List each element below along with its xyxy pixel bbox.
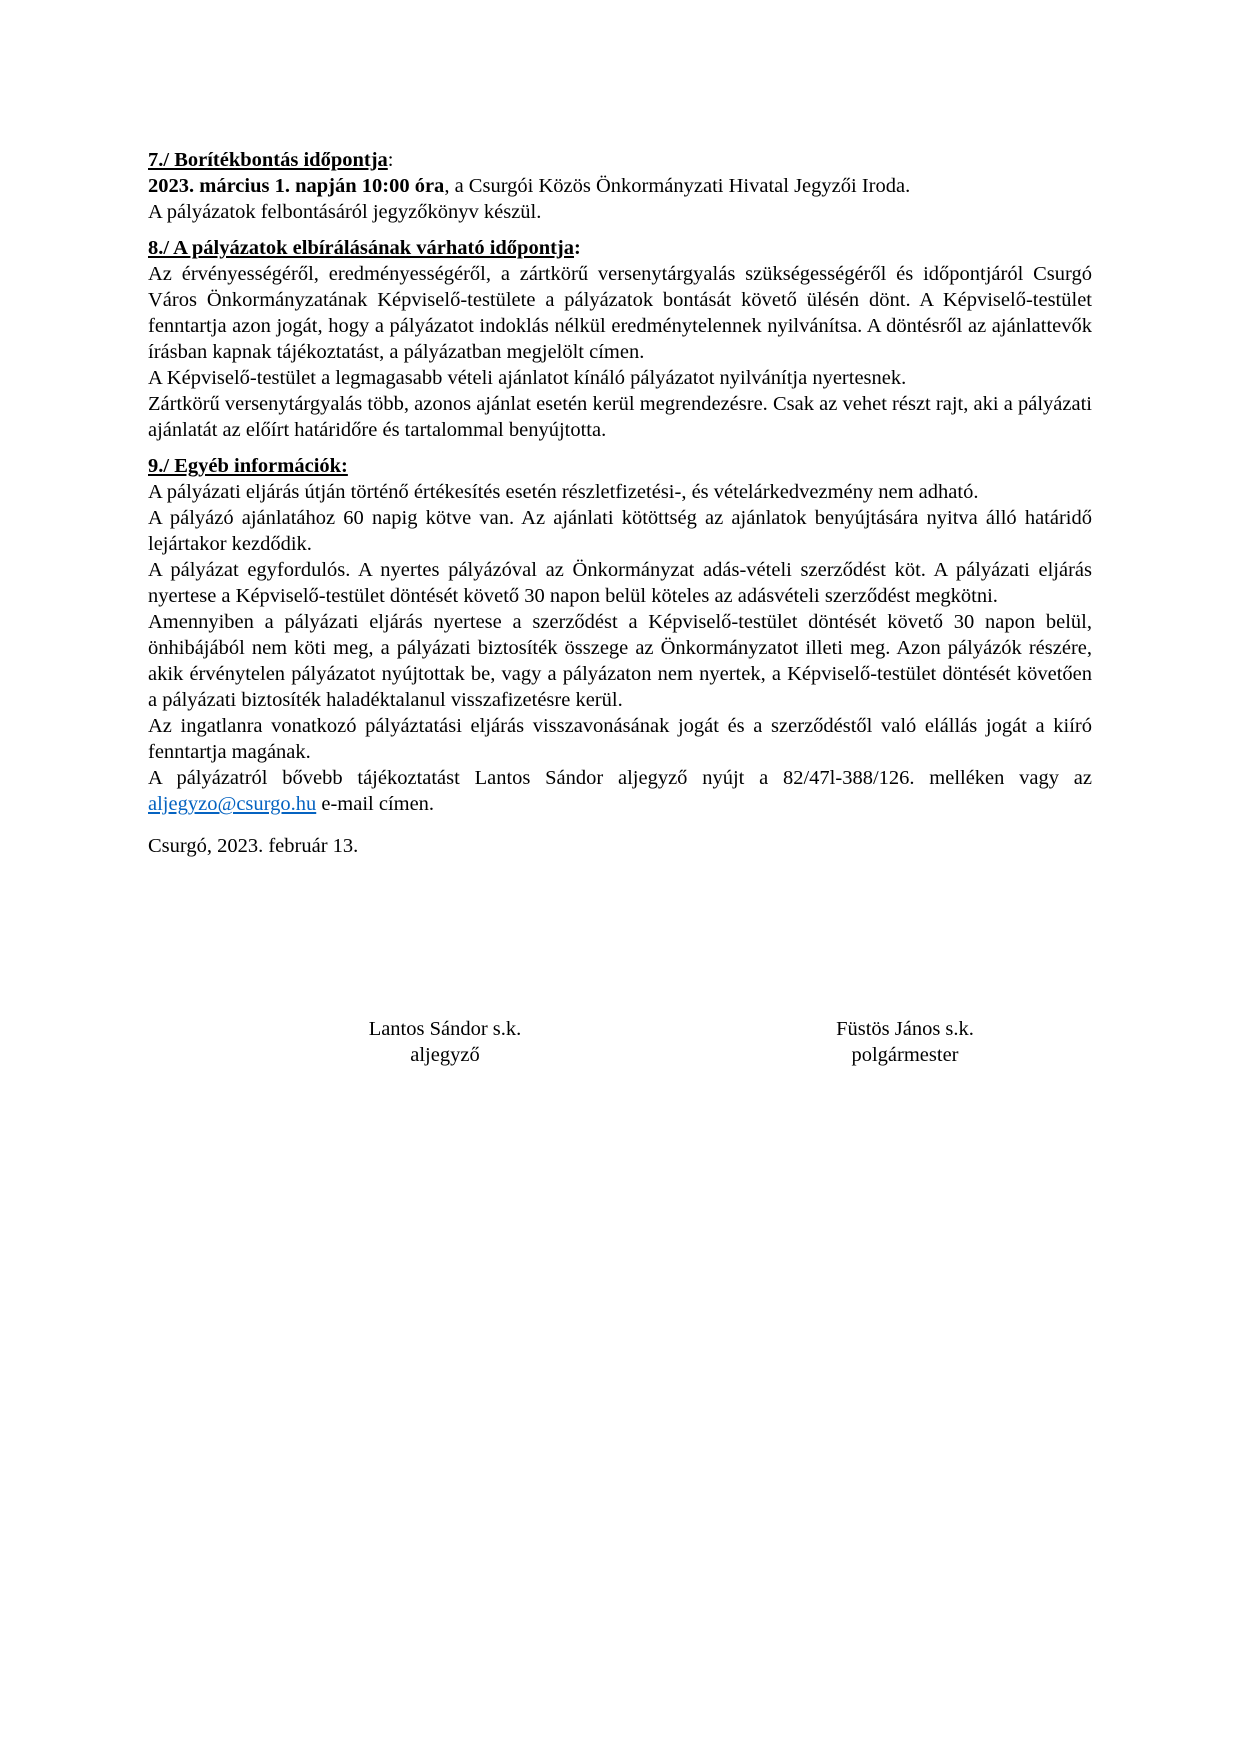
section-8-paragraph-1: Az érvényességéről, eredményességéről, a zártkörű versenytárgyalás szükségességéről és időpontjáról Csurgó Város Önkormányzatának Képviselő-testülete a pályázatok bontását követő ülésén dönt. A Képviselő-testület fenntartja azon jogát, hogy a pályázatot indoklás nélkül eredménytelennek nyilvánítsa. A döntésről az ajánlattevők írásban kapnak tájékoztatást, a pályázatban megjelölt címen. bbox=[148, 263, 1092, 363]
signature-left-name: Lantos Sándor s.k. bbox=[368, 1018, 522, 1040]
section-8-heading-line bbox=[148, 235, 1092, 261]
signature-left-title: aljegyző bbox=[410, 1044, 480, 1066]
signature-right-title: polgármester bbox=[851, 1044, 959, 1066]
opening-location: , a Csurgói Közös Önkormányzati Hivatal Jegyzői Iroda. bbox=[444, 175, 911, 197]
document-body bbox=[148, 147, 1092, 859]
email-link[interactable]: aljegyzo@csurgo.hu bbox=[148, 793, 317, 815]
contact-text-end: e-mail címen. bbox=[316, 793, 435, 815]
section-9-paragraph-2: A pályázó ajánlatához 60 napig kötve van. Az ajánlati kötöttség az ajánlatok benyújtására nyitva álló határidő lejártakor kezdődik. bbox=[148, 507, 1092, 555]
section-9 bbox=[148, 453, 1092, 817]
section-7-heading-colon: : bbox=[387, 149, 394, 171]
section-9-paragraph-3: A pályázat egyfordulós. A nyertes pályázóval az Önkormányzat adás-vételi szerződést köt. A pályázati eljárás nyertese a Képviselő-testület döntését követő 30 napon belül köteles az adásvételi szerződést megkötni. bbox=[148, 559, 1092, 607]
section-9-heading-line bbox=[148, 453, 1092, 479]
section-9-paragraph-4: Amennyiben a pályázati eljárás nyertese a szerződést a Képviselő-testület döntését követő 30 napon belül, önhibájából nem köti meg, a pályázati biztosíték összege az Önkormányzatot illeti meg. Azon pályázók részére, akik érvénytelen pályázatot nyújtottak be, vagy a pályázaton nem nyertek, a Képviselő-testület döntését követően a pályázati biztosíték haladéktalanul visszafizetésre kerül. bbox=[148, 611, 1092, 711]
section-7-line-1 bbox=[148, 173, 1092, 199]
section-9-heading: 9./ Egyéb információk: bbox=[148, 455, 348, 477]
section-9-paragraph-1: A pályázati eljárás útján történő értékesítés esetén részletfizetési-, és vételárkedvezmény nem adható. bbox=[148, 481, 979, 503]
section-7-heading-line bbox=[148, 147, 1092, 173]
section-8-paragraph-3: Zártkörű versenytárgyalás több, azonos ajánlat esetén kerül megrendezésre. Csak az vehet részt rajt, aki a pályázati ajánlatát az előírt határidőre és tartalommal benyújtotta. bbox=[148, 393, 1092, 441]
section-7-heading: 7./ Borítékbontás időpontja bbox=[148, 149, 388, 171]
section-8-heading: 8./ A pályázatok elbírálásának várható időpontja bbox=[148, 237, 575, 259]
contact-text: A pályázatról bővebb tájékoztatást Lantos Sándor aljegyző nyújt a 82/47l-388/126. melléken vagy az bbox=[148, 767, 1092, 789]
section-8-paragraph-2: A Képviselő-testület a legmagasabb vételi ajánlatot kínáló pályázatot nyilvánítja nyertesnek. bbox=[148, 367, 907, 389]
section-7-line-2: A pályázatok felbontásáról jegyzőkönyv készül. bbox=[148, 201, 542, 223]
signature-left bbox=[295, 1016, 595, 1068]
section-8-heading-colon: : bbox=[574, 237, 581, 259]
date-line: Csurgó, 2023. február 13. bbox=[148, 835, 359, 857]
section-9-paragraph-6 bbox=[148, 765, 1092, 817]
signature-right bbox=[755, 1016, 1055, 1068]
signature-right-name: Füstös János s.k. bbox=[836, 1018, 974, 1040]
section-8 bbox=[148, 235, 1092, 443]
section-7 bbox=[148, 147, 1092, 225]
opening-date-time: 2023. március 1. napján 10:00 óra bbox=[148, 175, 445, 197]
section-9-paragraph-5: Az ingatlanra vonatkozó pályáztatási eljárás visszavonásának jogát és a szerződéstől való elállás jogát a kiíró fenntartja magának. bbox=[148, 715, 1092, 763]
